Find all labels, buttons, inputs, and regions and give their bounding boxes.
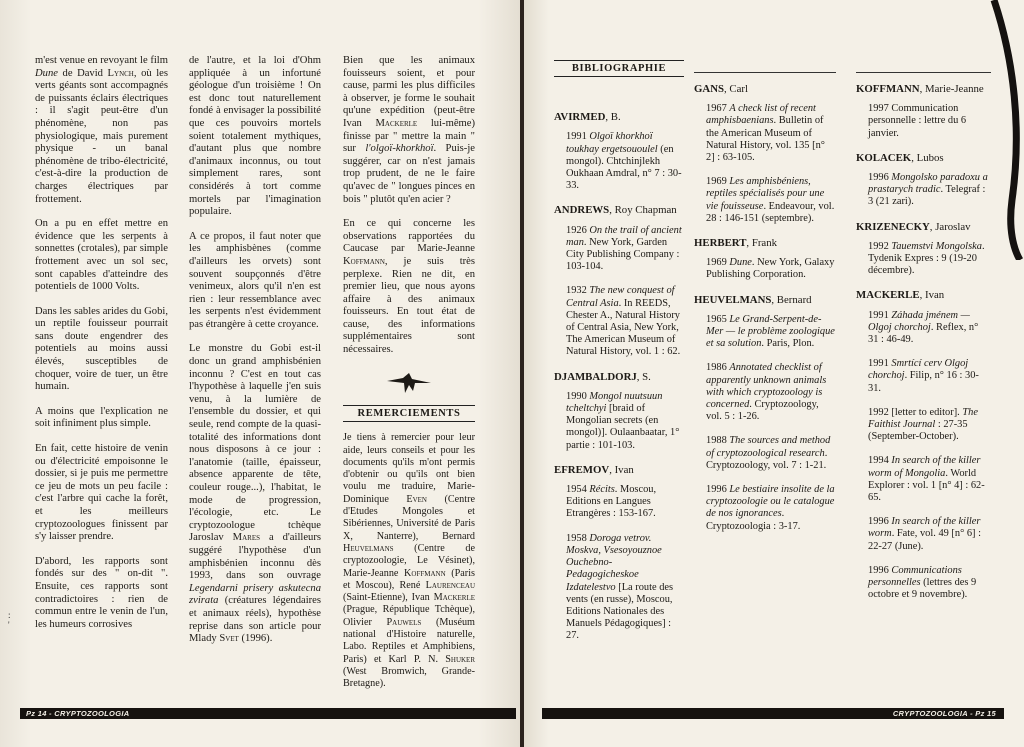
- bibliography-author: KOFFMANN, Marie-Jeanne: [856, 83, 984, 95]
- bibliography-entry: 1992 Tauemstvi Mongolska. Tydenik Expres : 9 (19-20 décembre).: [868, 240, 985, 277]
- left-col2-paragraph: de l'autre, et la loi d'Ohm appliquée à un infortuné géologue d'un troisième ! On est donc tout naturellement fondé à envisager la possibilité que ces pouvoirs mortels soient totalement mythiques, d'autant plus que nombre d'animaux inconnus, ou tout simplement rares, sont considérés à tort comme mortels par l'imagination populaire.: [189, 55, 321, 218]
- left-col1-paragraph: On a pu en effet mettre en évidence que les serpents à sonnettes (crotales), par simple frottement avec un sol sec, sont capables d'atteindre des potentiels de 1000 Volts.: [35, 218, 168, 293]
- left-column-1: [35, 55, 168, 643]
- left-col1-paragraph: D'abord, les rapports sont fondés sur des " on-dit ". Ensuite, ces rapports sont contradictoires : rien de commun entre le venin de l'un, les humeurs corrosives: [35, 555, 168, 630]
- bibliography-heading: BIBLIOGRAPHIE: [554, 60, 684, 77]
- bibliography-entry: 1967 A check list of recent amphisbaenians. Bulletin of the American Museum of Natural History, vol. 135 [n° 2] : 63-105.: [706, 103, 825, 164]
- left-col3-paragraph: Bien que les animaux fouisseurs soient, et pour cause, parmi les plus difficiles à observer, je forme le souhait qu'une expédition (peut-être Ivan Mackerle lui-même) finisse par " mettre la main " sur l'olgoï-khorkhoï. Puis-je suggérer, car on n'est jamais trop prudent, de ne le faire qu'avec de " longues pinces en bois " plutôt qu'en acier ?: [343, 55, 475, 205]
- bibliography-entry: 1926 On the trail of ancient man. New York, Garden City Publishing Company : 103-104.: [566, 224, 682, 273]
- bibliography-entry: 1991 Záhada jménem — Olgoj chorchoj. Reflex, n° 31 : 46-49.: [868, 309, 979, 346]
- right-footer: CRYPTOZOOLOGIA - Pz 15: [542, 708, 1004, 719]
- left-col2-paragraph: Le monstre du Gobi est-il donc un grand amphisbénien inconnu ? C'est en tout cas l'hypothèse à laquelle j'en suis venu, à la lumière de l'ensemble du dossier, et qui seule, rend compte de la quasi-totalité des informations dont nous disposons à ce jour : l'anatomie (taille, épaisseur, absence apparente de tête, couleur rouge...), l'habitat, le mode de progression, l'écologie, etc. Le cryptozoologue tchèque Jaroslav Mares a d'ailleurs suggéré l'hypothèse d'un amphisbénien inconnu dès 1993, dans son ouvrage Legendarni prisery askutecna zvirata (créatures légendaires et animaux réels), hypothèse reprise dans son article pour Mlady Svet (1996).: [189, 343, 321, 645]
- pterosaur-icon: [385, 369, 433, 397]
- left-col2-paragraph: A ce propos, il faut noter que les amphisbènes (comme d'ailleurs les orvets) sont souvent soupçonnés d'être venimeux, alors qu'il n'en est rien : leur ressemblance avec les serpents n'est évidemment pas étrangère à cette croyance.: [189, 230, 321, 330]
- bibliography-author: MACKERLE, Ivan: [856, 289, 945, 302]
- bibliography-author: HERBERT, Frank: [694, 237, 778, 250]
- bibliography-column-2: [694, 72, 836, 545]
- left-col1-paragraph: m'est venue en revoyant le film Dune de David Lynch, où les verts géants sont accompagnés de puissants éclairs électriques : il s'agit peut-être d'un phénomène, non pas physiologique, mais purement physique - un banal phénomène de tribo-électricité, c'est-à-dire la production de charges électriques par frottement.: [35, 55, 168, 205]
- bibliography-author: KRIZENECKY, Jaroslav: [856, 220, 971, 233]
- bibliography-entry: 1991 Olgoï khorkhoï toukhay ergetsououlel (en mongol). Chtchinjlekh Oukhaan Amdral, n° 7 : 30-33.: [566, 131, 682, 192]
- bibliography-entry: 1990 Mongol nuutsuun tcheltchyi [braid of Mongolian secrets (en mongol)]. Oulaanbaatar, 1° partie : 101-103.: [566, 390, 680, 451]
- bibliography-author: AVIRMED, B.: [554, 111, 621, 124]
- bibliography-author: KOLACEK, Lubos: [856, 151, 944, 164]
- bibliography-entry: 1969 Dune. New York, Galaxy Publishing Corporation.: [706, 257, 835, 281]
- bibliography-entry: 1991 Smrtící cerv Olgoj chorchoj. Filip, n° 16 : 30-31.: [868, 358, 979, 394]
- right-page: [524, 0, 1024, 747]
- remerciements-text: Je tiens à remercier pour leur aide, leurs conseils et pour les documents qu'ils m'ont permis d'obtenir ou qu'ils ont bien voulu me traduire, Marie-Dominique Even (Centre d'Etudes Mongoles et Sibériennes, Université de Paris X, Nanterre), Bernard Heuvelmans (Centre de cryptozoologie, Le Vésinet), Marie-Jeanne Koffmann (Paris et Moscou), René Laurenceau (Saint-Etienne), Ivan Mackerle (Prague, République Tchèque), Olivier Pauwels (Muséum national d'Histoire naturelle, Labo. Reptiles et Amphibiens, Paris) et Karl P. N. Shuker (West Bromwich, Grande-Bretagne).: [343, 432, 475, 690]
- left-col1-paragraph: Dans les sables arides du Gobi, un reptile fouisseur pourrait sans doute engendrer des potentiels au moins aussi élevés, susceptibles de choquer, voire de tuer, un être humain.: [35, 305, 168, 393]
- bibliography-column-3: [856, 72, 991, 614]
- left-footer: Pz 14 - CRYPTOZOOLOGIA: [20, 708, 516, 719]
- bibliography-entry: 1996 Le bestiaire insolite de la cryptozoologie ou le catalogue de nos ignorances. Cryptozoologia : 3-17.: [706, 484, 835, 532]
- left-col3-paragraph: En ce qui concerne les observations rapportées du Caucase par Marie-Jeanne Koffmann, je suis très perplexe. Rien ne dit, en premier lieu, que nous ayons affaire à des animaux fouisseurs. En tout état de cause, des informations supplémentaires sont nécessaires.: [343, 218, 475, 356]
- bibliography-entry: 1996 In search of the killer worm. Fate, vol. 49 [n° 6] : 22-27 (June).: [868, 516, 981, 552]
- bibliography-author: GANS, Carl: [694, 83, 748, 95]
- bibliography-entry: 1986 Annotated checklist of apparently unknown animals with which cryptozoology is concerned. Cryptozoology, vol. 5 : 1-26.: [706, 362, 827, 423]
- bibliography-entry: 1988 The sources and method of cryptozoological research. Cryptozoology, vol. 7 : 1-21.: [706, 435, 831, 471]
- article-conclusion: [343, 55, 475, 357]
- bibliography-entry: 1996 Communications personnelles (lettres des 9 octobre et 9 novembre).: [868, 564, 977, 601]
- bibliography-entry: 1969 Les amphisbéniens, reptiles spécialisés pour une vie fouisseuse. Endeavour, vol. 28 : 146-151 (septembre).: [706, 176, 835, 224]
- bibliography-entry: 1954 Récits. Moscou, Editions en Langues Etrangères : 153-167.: [566, 484, 657, 520]
- bibliography-author: ANDREWS, Roy Chapman: [554, 204, 677, 217]
- bibliography-entry: 1992 [letter to editor]. The Faithist Journal : 27-35 (September-October).: [868, 406, 978, 443]
- bibliography-author: EFREMOV, Ivan: [554, 463, 634, 476]
- left-col1-paragraph: A moins que l'explication ne soit infiniment plus simple.: [35, 405, 168, 430]
- left-column-2: [189, 55, 321, 658]
- bibliography-entry: 1965 Le Grand-Serpent-de-Mer — le problème zoologique et sa solution. Paris, Plon.: [706, 313, 835, 350]
- margin-mark: : ': [8, 610, 11, 630]
- bibliography-entry: 1997 Communication personnelle : lettre du 6 janvier.: [868, 103, 967, 139]
- cable-shadow: [984, 0, 1024, 260]
- remerciements-heading: REMERCIEMENTS: [343, 405, 475, 423]
- left-column-3: [343, 55, 475, 690]
- bibliography-entry: 1958 Doroga vetrov. Moskva, Vsesoyouznoe Ouchebno-Pedagogicheskoe Izdatelestvo [La route des vents (en russe), Moscou, Editions Nationales des Manuels Pédagogiques] : 27.: [566, 532, 674, 642]
- bibliography-author: DJAMBALDORJ, S.: [554, 370, 651, 383]
- bibliography-entry: 1994 In search of the killer worm of Mongolia. World Explorer : vol. 1 [n° 4] : 62-65.: [868, 455, 985, 504]
- bibliography-entry: 1996 Mongolsko paradoxu a prastarych tradic. Telegraf : 3 (21 zari).: [868, 172, 988, 208]
- bibliography-author: HEUVELMANS, Bernard: [694, 293, 812, 306]
- bibliography-column-1: [554, 60, 684, 655]
- left-col1-paragraph: En fait, cette histoire de venin ou d'électricité empoisonne le dossier, si je puis me permettre ce jeu de mots un peu facile : c'est l'arbre qui cache la forêt, et les meilleurs cryptozoologues finissent par s'y laisser prendre.: [35, 443, 168, 543]
- bibliography-entry: 1932 The new conquest of Central Asia. In REEDS, Chester A., Natural History of Central Asia, New York, The American Museum of Natural History, vol. 1 : 62.: [566, 285, 681, 358]
